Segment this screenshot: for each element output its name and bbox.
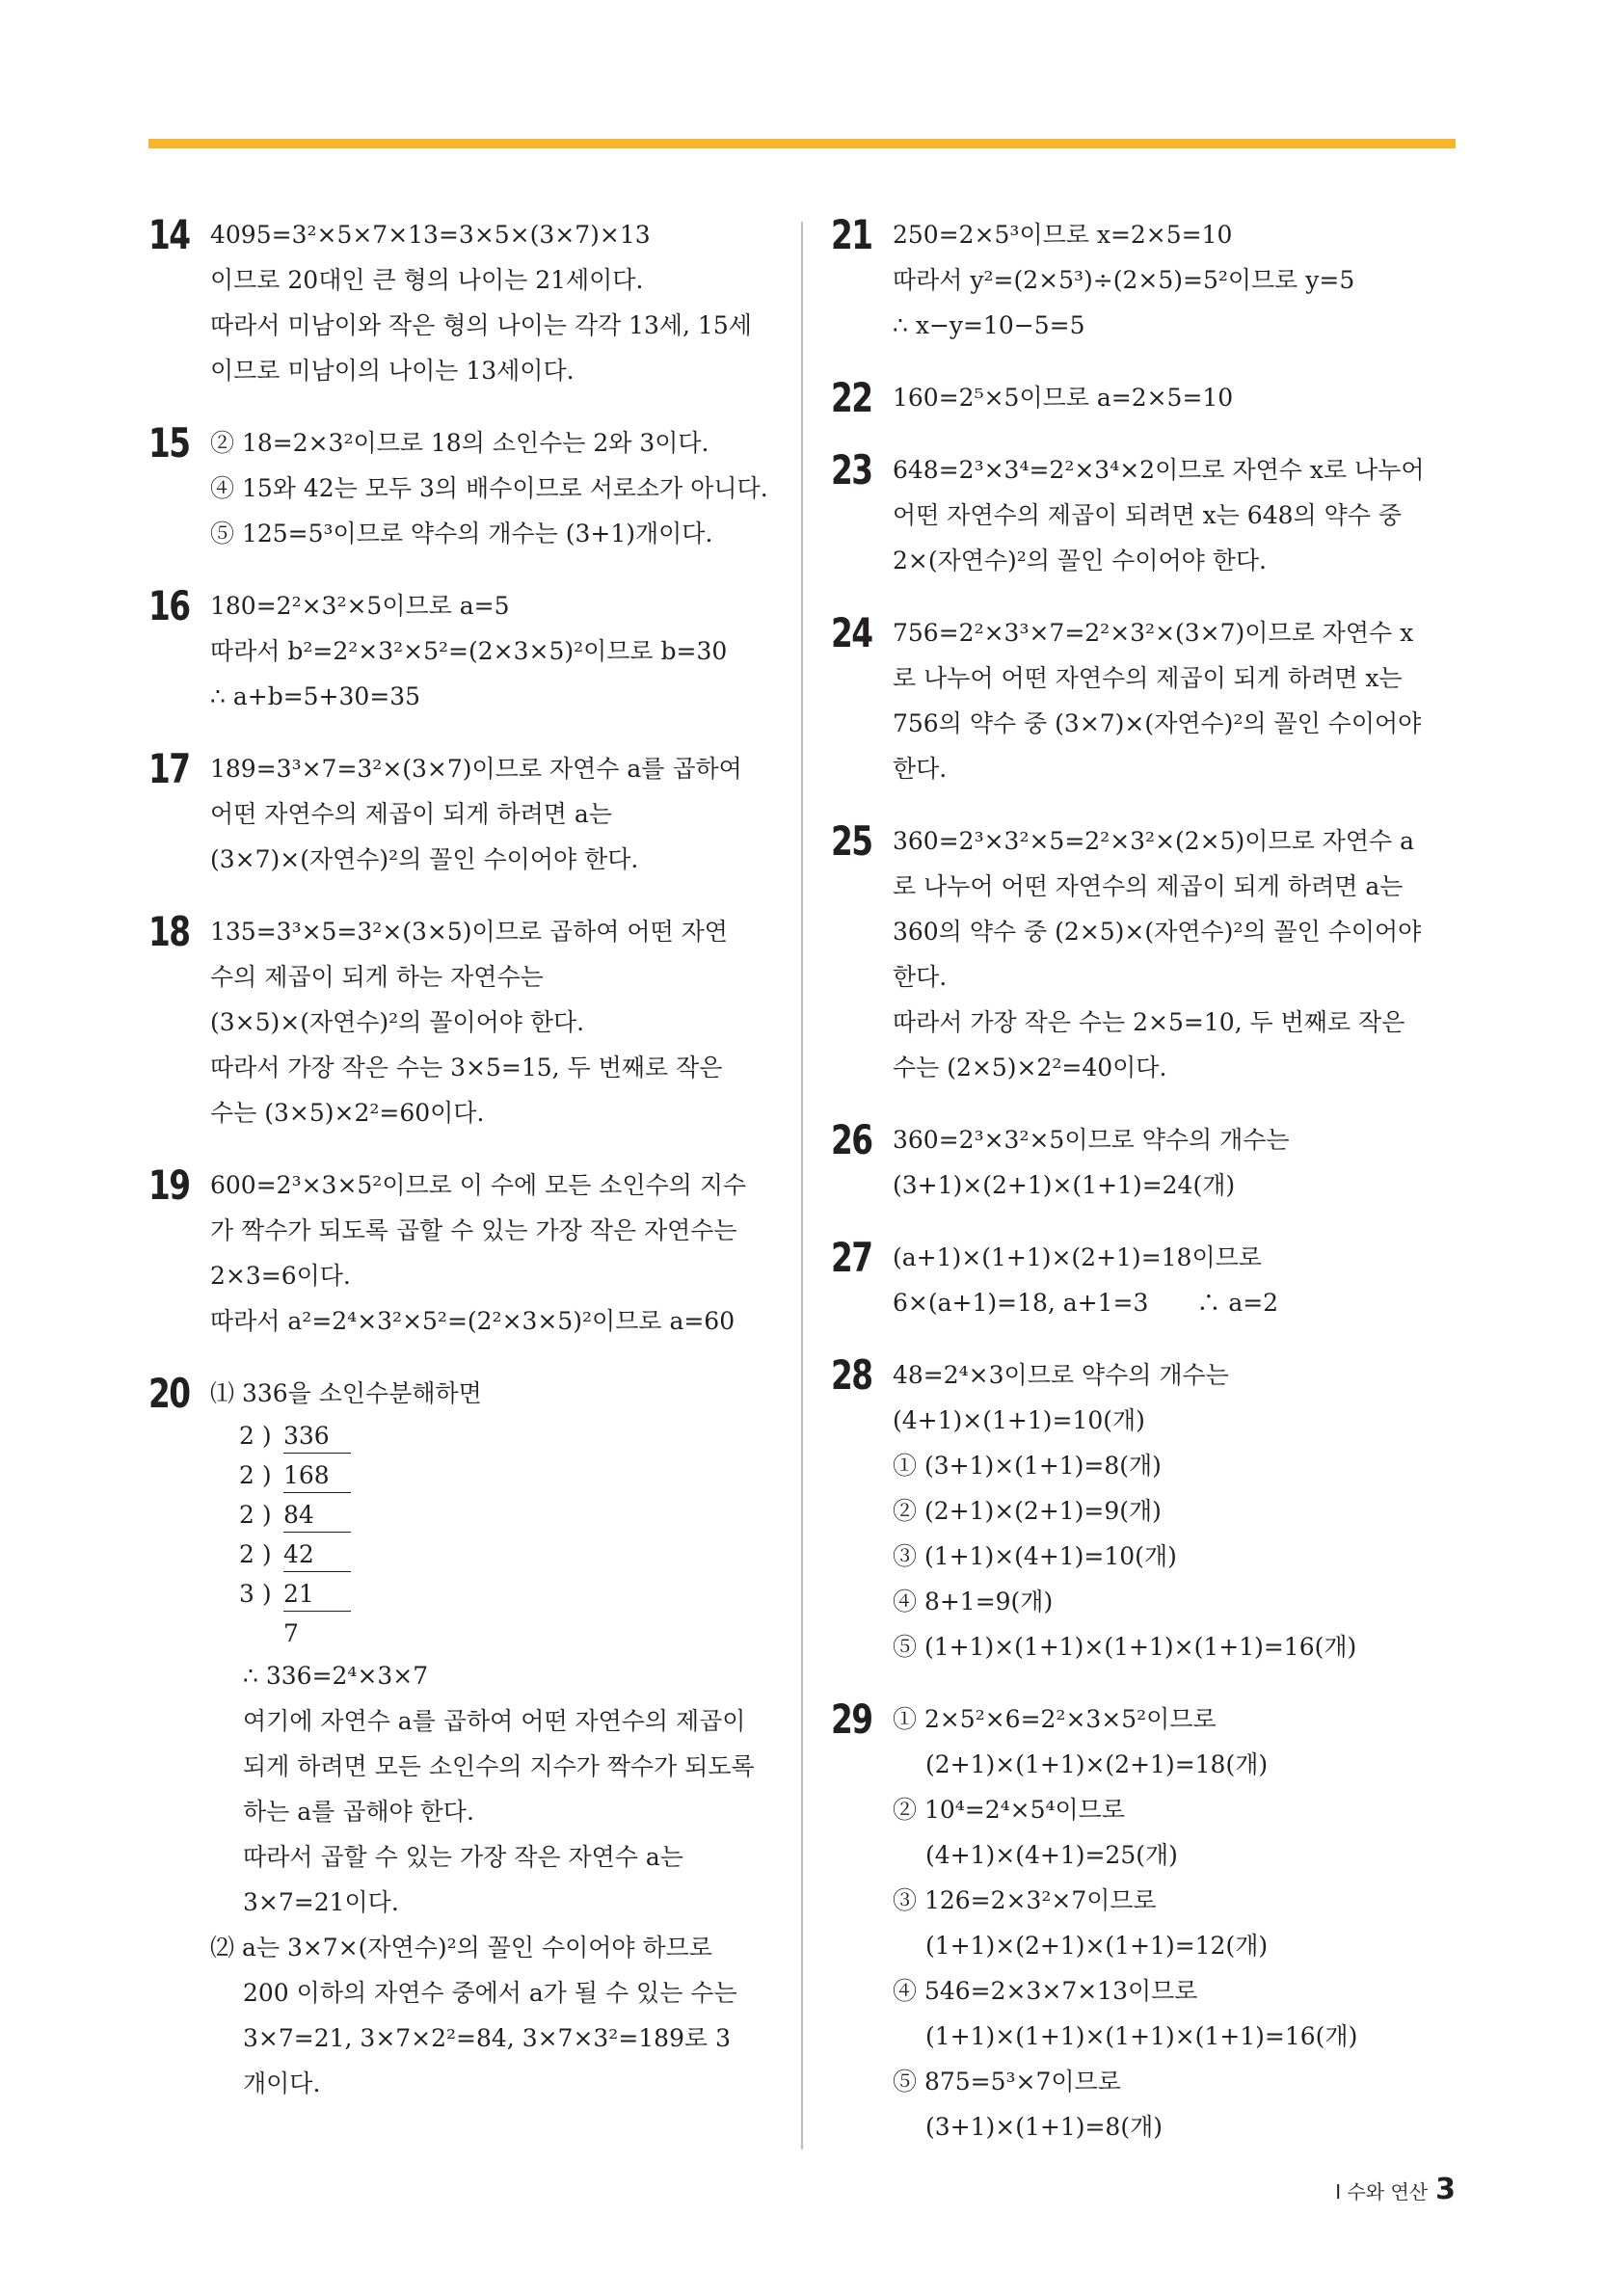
solution-line: (a+1)×(1+1)×(2+1)=18이므로	[893, 1243, 1262, 1271]
solution-line: 250=2×5³이므로 x=2×5=10	[893, 221, 1233, 249]
problem-number: 27	[831, 1234, 872, 1281]
solution-line: ④ 8+1=9(개)	[893, 1588, 1054, 1615]
problem-number: 16	[148, 582, 190, 629]
solution-line: ③ (1+1)×(4+1)=10(개)	[893, 1542, 1177, 1570]
page-number: 3	[1435, 2173, 1456, 2206]
problem-25	[831, 818, 1456, 1090]
solution-line: ② (2+1)×(2+1)=9(개)	[893, 1497, 1162, 1525]
solution-line: ③ 126=2×3²×7이므로	[893, 1886, 1157, 1914]
page-footer	[1335, 2173, 1456, 2206]
solution-line: 수는 (3×5)×2²=60이다.	[210, 1099, 485, 1127]
solution-line: 따라서 b²=2²×3²×5²=(2×3×5)²이므로 b=30	[210, 637, 728, 665]
solution-line: (3+1)×(1+1)=8(개)	[925, 2113, 1163, 2141]
solution-line: 이므로 미남이의 나이는 13세이다.	[210, 357, 575, 385]
solution-line: 2×3=6이다.	[210, 1262, 351, 1290]
problem-14	[148, 212, 775, 393]
solution-line: (3+1)×(2+1)×(1+1)=24(개)	[893, 1171, 1236, 1199]
solution-line: 6×(a+1)=18, a+1=3 ∴ a=2	[893, 1289, 1279, 1317]
divisor: 2 )	[239, 1422, 272, 1450]
quotient: 84	[283, 1499, 351, 1533]
solution-line: 180=2²×3²×5이므로 a=5	[210, 592, 510, 620]
solution-line: 360의 약수 중 (2×5)×(자연수)²의 꼴인 수이어야	[893, 918, 1422, 946]
quotient: 168	[283, 1459, 351, 1493]
division-row	[210, 1535, 775, 1574]
problem-24	[831, 610, 1456, 791]
problem-number: 20	[148, 1370, 190, 1417]
solution-line: ① (3+1)×(1+1)=8(개)	[893, 1452, 1162, 1480]
quotient: 336	[283, 1420, 351, 1454]
solution-line: 3×7=21, 3×7×2²=84, 3×7×3²=189로 3	[243, 2024, 731, 2052]
quotient: 7	[283, 1619, 299, 1647]
solution-line: 어떤 자연수의 제곱이 되게 하려면 a는	[210, 800, 612, 828]
problem-number: 25	[831, 817, 872, 865]
problem-15	[148, 420, 775, 556]
problem-29	[831, 1696, 1456, 2149]
solution-line: (1+1)×(1+1)×(1+1)×(1+1)=16(개)	[925, 2022, 1358, 2050]
solution-line: 360=2³×3²×5=2²×3²×(2×5)이므로 자연수 a	[893, 827, 1414, 855]
problem-number: 23	[831, 446, 872, 494]
solution-line: 135=3³×5=3²×(3×5)이므로 곱하여 어떤 자연	[210, 918, 728, 946]
problem-17	[148, 746, 775, 882]
solution-line: (4+1)×(4+1)=25(개)	[925, 1841, 1178, 1869]
solution-line: 한다.	[893, 755, 948, 783]
solution-line: 수는 (2×5)×2²=40이다.	[893, 1054, 1167, 1081]
problem-26	[831, 1117, 1456, 1208]
solution-line: ∴ x−y=10−5=5	[893, 311, 1085, 339]
solution-line: (1+1)×(2+1)×(1+1)=12(개)	[925, 1932, 1269, 1960]
problem-number: 24	[831, 609, 872, 656]
quotient: 21	[283, 1578, 351, 1612]
problem-21	[831, 212, 1456, 348]
solution-line: ④ 546=2×3×7×13이므로	[893, 1977, 1198, 2005]
header-accent-bar	[148, 139, 1456, 148]
divisor: 2 )	[239, 1501, 272, 1529]
problem-20	[148, 1371, 775, 2106]
solution-line: (3×7)×(자연수)²의 꼴인 수이어야 한다.	[210, 845, 639, 873]
solution-line: (4+1)×(1+1)=10(개)	[893, 1406, 1145, 1434]
solution-line: 로 나누어 어떤 자연수의 제곱이 되게 하려면 a는	[893, 872, 1404, 900]
problem-number: 17	[148, 745, 190, 792]
division-row	[210, 1495, 775, 1535]
solution-line: ⑤ 125=5³이므로 약수의 개수는 (3+1)개이다.	[210, 520, 713, 547]
solution-line: 756=2²×3³×7=2²×3²×(3×7)이므로 자연수 x	[893, 619, 1414, 647]
division-row	[210, 1614, 775, 1653]
solution-line: ② 18=2×3²이므로 18의 소인수는 2와 3이다.	[210, 429, 709, 457]
divisor: 2 )	[239, 1540, 272, 1568]
solution-line: 여기에 자연수 a를 곱하여 어떤 자연수의 제곱이	[243, 1707, 746, 1735]
solution-line: 2×(자연수)²의 꼴인 수이어야 한다.	[893, 547, 1267, 574]
solution-line: ∴ a+b=5+30=35	[210, 682, 421, 710]
division-row	[210, 1574, 775, 1614]
solution-line: (2+1)×(1+1)×(2+1)=18(개)	[925, 1750, 1269, 1778]
solution-line: ∴ 336=2⁴×3×7	[243, 1662, 429, 1690]
solution-line: 따라서 곱할 수 있는 가장 작은 자연수 a는	[243, 1843, 683, 1871]
division-row	[210, 1416, 775, 1455]
solution-line: 600=2³×3×5²이므로 이 수에 모든 소인수의 지수	[210, 1171, 747, 1199]
problem-number: 26	[831, 1116, 872, 1163]
solution-line: 48=2⁴×3이므로 약수의 개수는	[893, 1361, 1229, 1389]
solution-line: ⑵ a는 3×7×(자연수)²의 꼴인 수이어야 하므로	[210, 1934, 712, 1962]
solution-line: 따라서 가장 작은 수는 3×5=15, 두 번째로 작은	[210, 1054, 723, 1081]
problem-27	[831, 1235, 1456, 1325]
solution-line: ② 10⁴=2⁴×5⁴이므로	[893, 1796, 1125, 1824]
quotient: 42	[283, 1538, 351, 1572]
problem-number: 29	[831, 1695, 872, 1743]
solution-line: 189=3³×7=3²×(3×7)이므로 자연수 a를 곱하여	[210, 755, 742, 783]
solution-line: 한다.	[893, 963, 948, 991]
solution-line: 160=2⁵×5이므로 a=2×5=10	[893, 384, 1234, 412]
solution-line: 4095=3²×5×7×13=3×5×(3×7)×13	[210, 221, 651, 249]
column-divider	[801, 222, 803, 2149]
problem-19	[148, 1162, 775, 1344]
solution-line: (3×5)×(자연수)²의 꼴이어야 한다.	[210, 1008, 585, 1036]
solution-line: 648=2³×3⁴=2²×3⁴×2이므로 자연수 x로 나누어	[893, 456, 1425, 484]
problem-28	[831, 1352, 1456, 1669]
solution-line: 되게 하려면 모든 소인수의 지수가 짝수가 되도록	[243, 1752, 755, 1780]
solution-line: 이므로 20대인 큰 형의 나이는 21세이다.	[210, 266, 644, 294]
solution-line: 따라서 a²=2⁴×3²×5²=(2²×3×5)²이므로 a=60	[210, 1307, 736, 1335]
solution-line: 수의 제곱이 되게 하는 자연수는	[210, 963, 544, 991]
solution-line: ④ 15와 42는 모두 3의 배수이므로 서로소가 아니다.	[210, 474, 768, 502]
problem-number: 15	[148, 419, 190, 467]
problem-number: 21	[831, 211, 872, 258]
solution-line: 3×7=21이다.	[243, 1888, 399, 1916]
solution-line: 개이다.	[243, 2069, 321, 2097]
division-row	[210, 1455, 775, 1495]
solution-line: 360=2³×3²×5이므로 약수의 개수는	[893, 1126, 1290, 1154]
problem-number: 28	[831, 1351, 872, 1399]
solution-line: ① 2×5²×6=2²×3×5²이므로	[893, 1705, 1217, 1733]
problem-23	[831, 447, 1456, 583]
solution-line: 어떤 자연수의 제곱이 되려면 x는 648의 약수 중	[893, 501, 1402, 529]
solution-line: 로 나누어 어떤 자연수의 제곱이 되게 하려면 x는	[893, 664, 1403, 692]
left-column	[148, 212, 775, 2133]
solution-line: ⑤ (1+1)×(1+1)×(1+1)×(1+1)=16(개)	[893, 1633, 1357, 1661]
solution-line: 따라서 미남이와 작은 형의 나이는 각각 13세, 15세	[210, 311, 752, 339]
solution-line: 따라서 가장 작은 수는 2×5=10, 두 번째로 작은	[893, 1008, 1405, 1036]
problem-16	[148, 583, 775, 719]
problem-number: 22	[831, 374, 872, 421]
problem-18	[148, 909, 775, 1135]
problem-22	[831, 375, 1456, 420]
divisor: 2 )	[239, 1461, 272, 1489]
solution-line: 따라서 y²=(2×5³)÷(2×5)=5²이므로 y=5	[893, 266, 1355, 294]
problem-number: 19	[148, 1161, 190, 1209]
solution-line: 756의 약수 중 (3×7)×(자연수)²의 꼴인 수이어야	[893, 709, 1422, 737]
solution-line: 가 짝수가 되도록 곱할 수 있는 가장 작은 자연수는	[210, 1216, 737, 1244]
footer-section: Ⅰ 수와 연산	[1335, 2180, 1429, 2203]
divisor: 3 )	[239, 1580, 272, 1608]
solution-line: 하는 a를 곱해야 한다.	[243, 1798, 474, 1826]
right-column	[831, 212, 1456, 2176]
solution-line: 200 이하의 자연수 중에서 a가 될 수 있는 수는	[243, 1979, 737, 2007]
problem-number: 18	[148, 908, 190, 955]
solution-line: ⑤ 875=5³×7이므로	[893, 2068, 1121, 2096]
problem-number: 14	[148, 211, 190, 258]
solution-line: ⑴ 336을 소인수분해하면	[210, 1379, 482, 1407]
